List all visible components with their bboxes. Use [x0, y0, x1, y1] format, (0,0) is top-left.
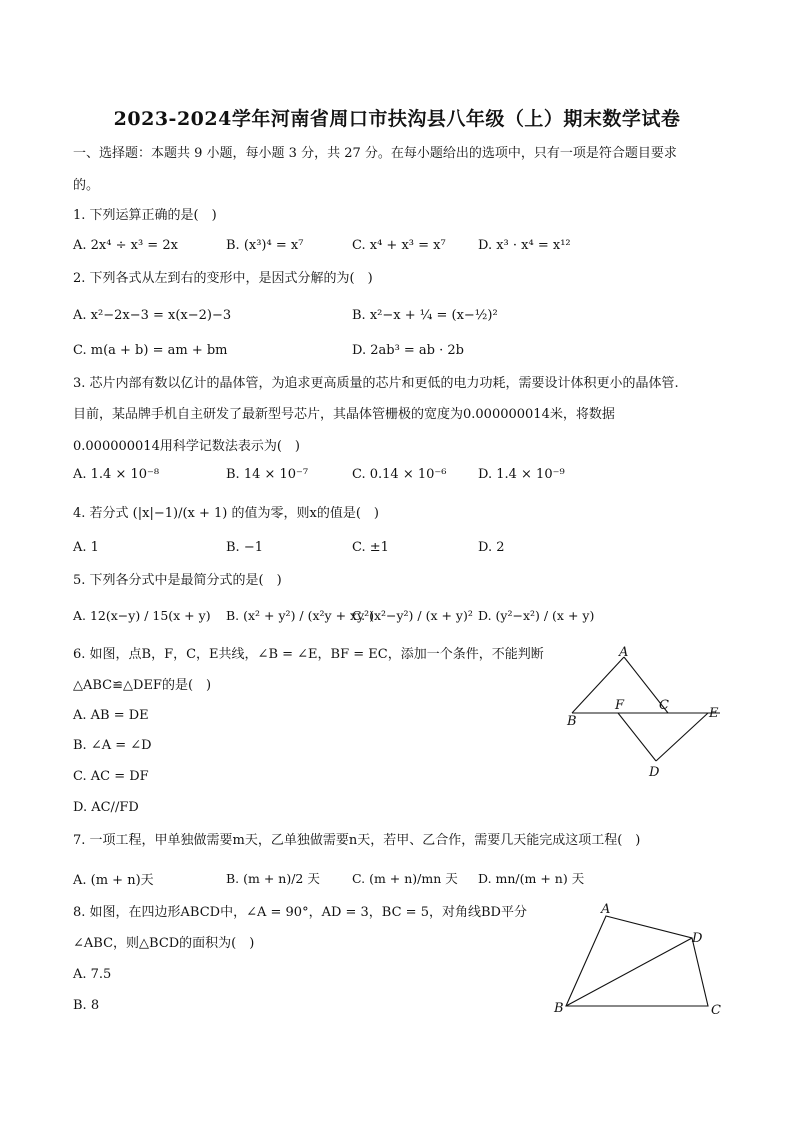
- label-a: A: [619, 645, 629, 660]
- q6-option-d: D. AC//FD: [73, 800, 139, 815]
- label-f: F: [615, 698, 625, 713]
- q3-line2: 目前，某品牌手机自主研发了最新型号芯片，其晶体管栅极的宽度为0.000000014米，将数据: [73, 407, 615, 422]
- q8-line1: 8. 如图，在四边形ABCD中，∠A = 90°，AD = 3，BC = 5，对角线BD平分: [73, 905, 527, 920]
- section-heading-cont: 的。: [73, 178, 100, 193]
- diagonal-bd: [566, 938, 692, 1006]
- q2-stem: 2. 下列各式从左到右的变形中，是因式分解的为( ): [73, 271, 373, 286]
- label-b: B: [567, 714, 577, 729]
- q6-option-c: C. AC = DF: [73, 769, 149, 784]
- q1-option-c: C. x⁴ + x³ = x⁷: [352, 238, 446, 253]
- q5-option-b: B. (x² + y²) / (x²y + xy²): [226, 608, 375, 623]
- q6-option-a: A. AB = DE: [73, 708, 149, 723]
- page-title: 2023-2024学年河南省周口市扶沟县八年级（上）期末数学试卷: [113, 108, 681, 130]
- q8-option-a: A. 7.5: [73, 967, 112, 982]
- q7-option-a: A. (m + n)天: [73, 873, 154, 888]
- label-d: D: [692, 931, 703, 946]
- label-c: C: [659, 698, 669, 713]
- q7-option-b: B. (m + n)/2 天: [226, 871, 320, 886]
- label-a: A: [601, 902, 611, 917]
- q4-stem: 4. 若分式 (|x|−1)/(x + 1) 的值为零，则x的值是( ): [73, 506, 379, 521]
- q3-option-b: B. 14 × 10⁻⁷: [226, 467, 309, 482]
- q2-option-c: C. m(a + b) = am + bm: [73, 343, 228, 358]
- q1-option-b: B. (x³)⁴ = x⁷: [226, 238, 304, 253]
- quadrilateral-abcd: [566, 916, 708, 1006]
- q8-option-b: B. 8: [73, 998, 100, 1013]
- q1-option-d: D. x³ · x⁴ = x¹²: [478, 238, 571, 253]
- q4-option-d: D. 2: [478, 540, 505, 555]
- q3-option-a: A. 1.4 × 10⁻⁸: [73, 467, 160, 482]
- q8-figure: [550, 900, 730, 1025]
- q7-option-d: D. mn/(m + n) 天: [478, 871, 585, 886]
- q4-option-a: A. 1: [73, 540, 99, 555]
- q2-option-d: D. 2ab³ = ab · 2b: [352, 343, 464, 358]
- q5-option-d: D. (y²−x²) / (x + y): [478, 608, 595, 623]
- q1-option-a: A. 2x⁴ ÷ x³ = 2x: [73, 238, 178, 253]
- segment-de: [656, 713, 708, 761]
- q6-option-b: B. ∠A = ∠D: [73, 738, 152, 753]
- q7-option-c: C. (m + n)/mn 天: [352, 871, 458, 886]
- q1-stem: 1. 下列运算正确的是( ): [73, 208, 217, 223]
- q4-option-c: C. ±1: [352, 540, 389, 555]
- label-e: E: [709, 706, 719, 721]
- section-heading: 一、选择题：本题共 9 小题，每小题 3 分，共 27 分。在每小题给出的选项中，只有一项是符合题目要求: [73, 146, 677, 161]
- q6-line2: △ABC≌△DEF的是( ): [73, 678, 212, 693]
- q3-line1: 3. 芯片内部有数以亿计的晶体管，为追求更高质量的芯片和更低的电力功耗，需要设计体积更小的晶体管.: [73, 376, 679, 391]
- q8-line2: ∠ABC，则△BCD的面积为( ): [73, 936, 255, 951]
- q2-option-a: A. x²−2x−3 = x(x−2)−3: [73, 308, 232, 323]
- q6-figure: [560, 645, 730, 785]
- label-b: B: [554, 1001, 564, 1016]
- q3-line3: 0.000000014用科学记数法表示为( ): [73, 439, 300, 454]
- label-d: D: [649, 765, 660, 780]
- q6-line1: 6. 如图，点B，F，C，E共线，∠B = ∠E，BF = EC，添加一个条件，不能判断: [73, 647, 544, 662]
- q3-option-d: D. 1.4 × 10⁻⁹: [478, 467, 565, 482]
- q7-stem: 7. 一项工程，甲单独做需要m天，乙单独做需要n天，若甲、乙合作，需要几天能完成这项工程( ): [73, 833, 641, 848]
- q3-option-c: C. 0.14 × 10⁻⁶: [352, 467, 447, 482]
- segment-fd: [618, 713, 656, 761]
- q4-option-b: B. −1: [226, 540, 263, 555]
- label-c: C: [711, 1003, 721, 1018]
- q5-option-a: A. 12(x−y) / 15(x + y): [73, 608, 211, 623]
- q5-option-c: C. (x²−y²) / (x + y)²: [352, 608, 473, 623]
- q2-option-b: B. x²−x + ¼ = (x−½)²: [352, 308, 498, 323]
- q5-stem: 5. 下列各分式中是最简分式的是( ): [73, 573, 282, 588]
